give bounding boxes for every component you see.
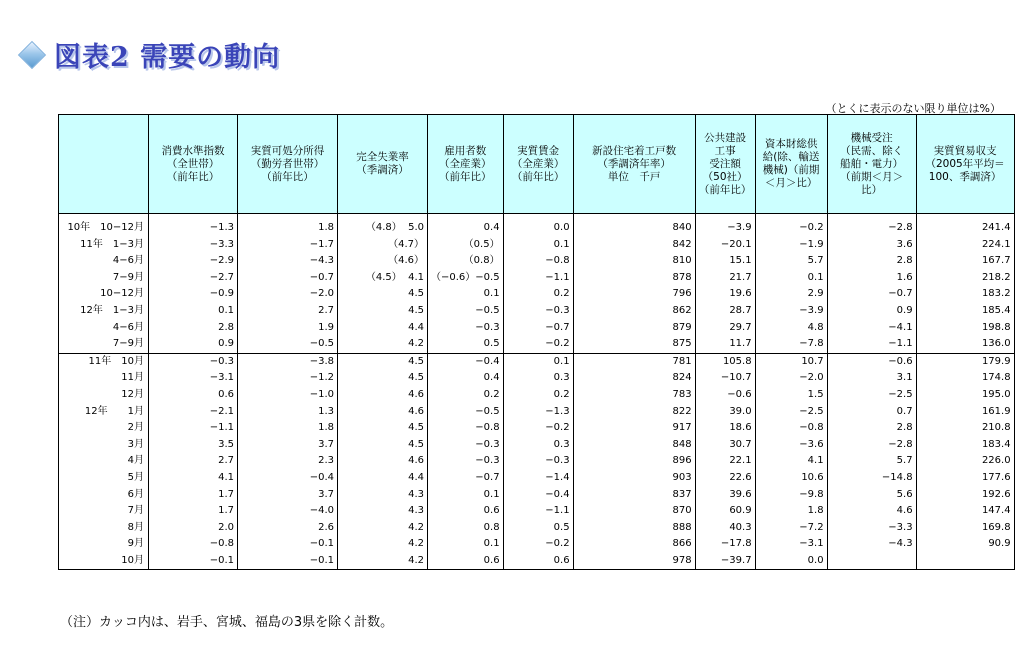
row-label: 5月 <box>59 470 149 487</box>
table-cell: 4.5 <box>338 420 428 437</box>
table-row <box>59 286 1015 303</box>
table-cell: 210.8 <box>916 420 1014 437</box>
table-row <box>59 270 1015 287</box>
table-cell: 903 <box>573 470 695 487</box>
table-cell: 22.1 <box>695 453 755 470</box>
column-header: 公共建設 工事 受注額 （50社） （前年比） <box>695 115 755 214</box>
table-cell: −0.9 <box>149 286 238 303</box>
table-cell: −0.8 <box>503 253 573 270</box>
table-cell: 29.7 <box>695 320 755 337</box>
table-cell: 1.8 <box>755 503 827 520</box>
table-cell: −39.7 <box>695 553 755 570</box>
row-label: 8月 <box>59 520 149 537</box>
table-cell: −0.8 <box>428 420 504 437</box>
table-cell: 19.6 <box>695 286 755 303</box>
table-cell: −0.5 <box>238 336 338 353</box>
table-cell: −14.8 <box>827 470 916 487</box>
table-cell: 4.4 <box>338 320 428 337</box>
table-cell: 0.1 <box>428 487 504 504</box>
row-label: 10年 10−12月 <box>59 220 149 237</box>
table-cell: 0.1 <box>503 353 573 370</box>
row-label: 4−6月 <box>59 253 149 270</box>
table-cell: 0.9 <box>827 303 916 320</box>
column-header: 新設住宅着工戸数 （季調済年率） 単位 千戸 <box>573 115 695 214</box>
table-cell: 4.2 <box>338 553 428 570</box>
table-cell: 796 <box>573 286 695 303</box>
table-cell <box>916 553 1014 570</box>
row-label: 10月 <box>59 553 149 570</box>
table-cell: 1.7 <box>149 503 238 520</box>
table-cell: 2.6 <box>238 520 338 537</box>
table-cell: 2.8 <box>827 253 916 270</box>
table-cell: −1.4 <box>503 470 573 487</box>
table-cell: −2.1 <box>149 404 238 421</box>
table-cell: 4.6 <box>338 387 428 404</box>
table-cell: 195.0 <box>916 387 1014 404</box>
table-cell: 896 <box>573 453 695 470</box>
table-cell: 161.9 <box>916 404 1014 421</box>
table-cell: 0.6 <box>149 387 238 404</box>
table-cell: 4.8 <box>755 320 827 337</box>
table-cell: 0.2 <box>428 387 504 404</box>
table-cell: −9.8 <box>755 487 827 504</box>
table-cell: −0.3 <box>428 320 504 337</box>
table-cell: −2.8 <box>827 220 916 237</box>
table-cell: −3.3 <box>149 237 238 254</box>
table-cell: 4.5 <box>338 370 428 387</box>
table-cell: 0.6 <box>428 553 504 570</box>
table-cell: 0.5 <box>503 520 573 537</box>
table-cell: −1.2 <box>238 370 338 387</box>
row-label: 10−12月 <box>59 286 149 303</box>
table-cell: 10.7 <box>755 353 827 370</box>
table-cell: （4.5） 4.1 <box>338 270 428 287</box>
table-cell: 4.5 <box>338 353 428 370</box>
table-cell: −1.1 <box>827 336 916 353</box>
table-row <box>59 370 1015 387</box>
table-cell: 0.5 <box>428 336 504 353</box>
table-cell: 888 <box>573 520 695 537</box>
table-cell: −0.2 <box>755 220 827 237</box>
table-cell: 3.5 <box>149 437 238 454</box>
table-cell: 11.7 <box>695 336 755 353</box>
table-cell: 4.2 <box>338 336 428 353</box>
table-row <box>59 220 1015 237</box>
table-cell: 848 <box>573 437 695 454</box>
table-cell: 4.5 <box>338 286 428 303</box>
table-cell: 2.7 <box>149 453 238 470</box>
table-cell: 0.4 <box>428 370 504 387</box>
table-cell: −0.7 <box>503 320 573 337</box>
row-label: 12月 <box>59 387 149 404</box>
table-row <box>59 553 1015 570</box>
table-cell: 0.1 <box>503 237 573 254</box>
column-header: 資本財総供 給(除、輸送 機械)（前期 ＜月＞比） <box>755 115 827 214</box>
table-cell: 5.6 <box>827 487 916 504</box>
table-cell: 878 <box>573 270 695 287</box>
row-label: 4−6月 <box>59 320 149 337</box>
table-cell: 4.6 <box>827 503 916 520</box>
table-cell: 147.4 <box>916 503 1014 520</box>
table-cell: 4.2 <box>338 520 428 537</box>
table-cell: 183.4 <box>916 437 1014 454</box>
row-label: 9月 <box>59 536 149 553</box>
table-cell: −2.9 <box>149 253 238 270</box>
table-cell: −1.1 <box>503 503 573 520</box>
table-cell: 0.1 <box>428 286 504 303</box>
row-label: 12年 1月 <box>59 404 149 421</box>
table-cell: −0.5 <box>428 303 504 320</box>
table-cell: −1.9 <box>755 237 827 254</box>
table-cell: 862 <box>573 303 695 320</box>
table-cell: 90.9 <box>916 536 1014 553</box>
table-cell: 810 <box>573 253 695 270</box>
table-row <box>59 387 1015 404</box>
table-cell: 1.8 <box>238 420 338 437</box>
table-cell: −0.3 <box>428 453 504 470</box>
table-cell: 2.3 <box>238 453 338 470</box>
table-cell: −0.8 <box>755 420 827 437</box>
table-cell: −0.7 <box>238 270 338 287</box>
table-cell: 1.8 <box>238 220 338 237</box>
table-cell: 4.6 <box>338 404 428 421</box>
table-cell: −4.3 <box>827 536 916 553</box>
table-cell: −1.3 <box>503 404 573 421</box>
table-cell: −0.2 <box>503 536 573 553</box>
row-label: 11年 10月 <box>59 353 149 370</box>
table-cell: −2.0 <box>238 286 338 303</box>
table-cell: 3.7 <box>238 437 338 454</box>
table-cell: 241.4 <box>916 220 1014 237</box>
table-cell: −0.5 <box>428 404 504 421</box>
table-cell: 5.7 <box>827 453 916 470</box>
table-cell: 875 <box>573 336 695 353</box>
unit-note: （とくに表示のない限り単位は%） <box>825 102 1001 115</box>
row-label: 7月 <box>59 503 149 520</box>
table-cell: −0.4 <box>428 353 504 370</box>
table-cell: −7.8 <box>755 336 827 353</box>
table-cell: 40.3 <box>695 520 755 537</box>
table-cell: −0.7 <box>827 286 916 303</box>
table-cell: 226.0 <box>916 453 1014 470</box>
table-cell: 4.5 <box>338 303 428 320</box>
table-row <box>59 437 1015 454</box>
table-cell: 0.3 <box>503 370 573 387</box>
table-cell: 192.6 <box>916 487 1014 504</box>
table-cell: （−0.6）−0.5 <box>428 270 504 287</box>
table-cell: （4.6） <box>338 253 428 270</box>
table-cell: 4.1 <box>149 470 238 487</box>
table-cell: 837 <box>573 487 695 504</box>
table-cell: 0.2 <box>503 286 573 303</box>
table-cell: −4.3 <box>238 253 338 270</box>
table-cell: 0.8 <box>428 520 504 537</box>
table-cell: 0.3 <box>503 437 573 454</box>
table-cell: 22.6 <box>695 470 755 487</box>
row-label: 2月 <box>59 420 149 437</box>
table-cell: −0.1 <box>238 536 338 553</box>
table-cell: 1.6 <box>827 270 916 287</box>
table-cell: 167.7 <box>916 253 1014 270</box>
table-cell: −0.1 <box>149 553 238 570</box>
table-cell: 1.5 <box>755 387 827 404</box>
table-cell: 0.6 <box>503 553 573 570</box>
table-row <box>59 470 1015 487</box>
table-cell: 870 <box>573 503 695 520</box>
table-cell: 0.1 <box>428 536 504 553</box>
table-row <box>59 520 1015 537</box>
column-header: 実質賃金 （全産業） （前年比） <box>503 115 573 214</box>
table-cell: 60.9 <box>695 503 755 520</box>
table-row <box>59 320 1015 337</box>
row-label: 11月 <box>59 370 149 387</box>
table-row <box>59 336 1015 353</box>
table-cell: 105.8 <box>695 353 755 370</box>
table-cell: 1.3 <box>238 404 338 421</box>
table-header-row <box>59 115 1015 214</box>
table-cell: −17.8 <box>695 536 755 553</box>
table-cell: 2.7 <box>238 303 338 320</box>
table-cell: 4.2 <box>338 536 428 553</box>
column-header: 完全失業率 （季調済） <box>338 115 428 214</box>
table-cell: −1.1 <box>503 270 573 287</box>
table-cell: −3.9 <box>755 303 827 320</box>
table-cell: 174.8 <box>916 370 1014 387</box>
table-cell: −1.1 <box>149 420 238 437</box>
table-cell: −7.2 <box>755 520 827 537</box>
table-row <box>59 487 1015 504</box>
table-cell: 978 <box>573 553 695 570</box>
column-header: 実質可処分所得 （勤労者世帯） （前年比） <box>238 115 338 214</box>
table-cell: （0.8） <box>428 253 504 270</box>
table-cell: −2.5 <box>755 404 827 421</box>
table-cell: −0.3 <box>149 353 238 370</box>
page-title: 図表2 需要の動向 <box>54 41 281 73</box>
table-cell: 224.1 <box>916 237 1014 254</box>
table-row <box>59 253 1015 270</box>
table-cell: 10.6 <box>755 470 827 487</box>
table-cell <box>827 553 916 570</box>
table-cell: 3.6 <box>827 237 916 254</box>
table-cell: 39.6 <box>695 487 755 504</box>
table-cell: −0.3 <box>503 303 573 320</box>
table-cell: 781 <box>573 353 695 370</box>
table-row <box>59 353 1015 370</box>
table-cell: 0.7 <box>827 404 916 421</box>
table-cell: 822 <box>573 404 695 421</box>
table-cell: 179.9 <box>916 353 1014 370</box>
table-cell: 4.6 <box>338 453 428 470</box>
table-cell: −0.8 <box>149 536 238 553</box>
table-cell: −0.4 <box>503 487 573 504</box>
demand-table <box>58 114 1015 570</box>
table-cell: 842 <box>573 237 695 254</box>
table-cell: 0.1 <box>755 270 827 287</box>
row-label: 7−9月 <box>59 336 149 353</box>
table-cell: 840 <box>573 220 695 237</box>
table-cell: −3.1 <box>755 536 827 553</box>
table-cell: −2.0 <box>755 370 827 387</box>
table-cell: 866 <box>573 536 695 553</box>
row-label: 7−9月 <box>59 270 149 287</box>
table-cell: 0.0 <box>503 220 573 237</box>
table-cell: −0.3 <box>428 437 504 454</box>
table-row <box>59 303 1015 320</box>
table-cell: −0.6 <box>695 387 755 404</box>
table-row <box>59 420 1015 437</box>
table-cell: 4.4 <box>338 470 428 487</box>
footnote: （注）カッコ内は、岩手、宮城、福島の3県を除く計数。 <box>60 615 394 630</box>
table-cell: 2.8 <box>149 320 238 337</box>
table-cell: 177.6 <box>916 470 1014 487</box>
diamond-icon <box>18 41 44 67</box>
table-cell: −1.3 <box>149 220 238 237</box>
table-cell: 783 <box>573 387 695 404</box>
title-area <box>18 36 280 72</box>
table-cell: 15.1 <box>695 253 755 270</box>
table-cell: 185.4 <box>916 303 1014 320</box>
table-cell: 2.8 <box>827 420 916 437</box>
row-label: 6月 <box>59 487 149 504</box>
table-cell: 824 <box>573 370 695 387</box>
column-header: 機械受注 （民需、除く 船舶・電力） （前期＜月＞ 比） <box>827 115 916 214</box>
table-cell: 0.6 <box>428 503 504 520</box>
table-cell: 879 <box>573 320 695 337</box>
table-cell: −3.3 <box>827 520 916 537</box>
table-cell: −4.1 <box>827 320 916 337</box>
table-cell: 183.2 <box>916 286 1014 303</box>
row-label: 3月 <box>59 437 149 454</box>
table-cell: 3.7 <box>238 487 338 504</box>
table-cell: 4.1 <box>755 453 827 470</box>
table-cell: 18.6 <box>695 420 755 437</box>
table-cell: 917 <box>573 420 695 437</box>
table-cell: −0.4 <box>238 470 338 487</box>
table-cell: 0.2 <box>503 387 573 404</box>
column-header: 実質貿易収支 （2005年平均＝ 100、季調済） <box>916 115 1014 214</box>
table-cell: −1.0 <box>238 387 338 404</box>
table-row <box>59 536 1015 553</box>
table-cell: −3.8 <box>238 353 338 370</box>
table-cell: 0.0 <box>755 553 827 570</box>
table-cell: 218.2 <box>916 270 1014 287</box>
table-cell: −3.1 <box>149 370 238 387</box>
row-label: 11年 1−3月 <box>59 237 149 254</box>
table-row <box>59 503 1015 520</box>
table-cell: −0.2 <box>503 420 573 437</box>
table-cell: 28.7 <box>695 303 755 320</box>
table-cell: 198.8 <box>916 320 1014 337</box>
table-cell: 0.1 <box>149 303 238 320</box>
table-cell: 2.9 <box>755 286 827 303</box>
table-cell: −1.7 <box>238 237 338 254</box>
table-cell: −4.0 <box>238 503 338 520</box>
table-cell: −0.7 <box>428 470 504 487</box>
table-cell: 5.7 <box>755 253 827 270</box>
table-cell: 0.4 <box>428 220 504 237</box>
table-cell: 21.7 <box>695 270 755 287</box>
table-cell: −3.6 <box>755 437 827 454</box>
table-cell: 3.1 <box>827 370 916 387</box>
table-row <box>59 404 1015 421</box>
table-cell: 30.7 <box>695 437 755 454</box>
table-cell: （0.5） <box>428 237 504 254</box>
table-cell: 39.0 <box>695 404 755 421</box>
table-cell: −2.8 <box>827 437 916 454</box>
table-cell: −0.3 <box>503 453 573 470</box>
column-header <box>59 115 149 214</box>
column-header: 雇用者数 （全産業） （前年比） <box>428 115 504 214</box>
table-cell: −10.7 <box>695 370 755 387</box>
table-cell: 169.8 <box>916 520 1014 537</box>
table-cell: −20.1 <box>695 237 755 254</box>
table-cell: 1.7 <box>149 487 238 504</box>
table-cell: 136.0 <box>916 336 1014 353</box>
table-cell: 4.5 <box>338 437 428 454</box>
table-cell: −2.5 <box>827 387 916 404</box>
table-row <box>59 453 1015 470</box>
table-cell: −3.9 <box>695 220 755 237</box>
table-cell: −2.7 <box>149 270 238 287</box>
row-label: 4月 <box>59 453 149 470</box>
row-label: 12年 1−3月 <box>59 303 149 320</box>
table-cell: 4.3 <box>338 503 428 520</box>
table-cell: 4.3 <box>338 487 428 504</box>
table-cell: −0.2 <box>503 336 573 353</box>
table-cell: （4.7） <box>338 237 428 254</box>
table-cell: （4.8） 5.0 <box>338 220 428 237</box>
table-row <box>59 237 1015 254</box>
table-cell: −0.6 <box>827 353 916 370</box>
table-cell: −0.1 <box>238 553 338 570</box>
table-cell: 0.9 <box>149 336 238 353</box>
table-cell: 2.0 <box>149 520 238 537</box>
column-header: 消費水準指数 （全世帯） （前年比） <box>149 115 238 214</box>
table-cell: 1.9 <box>238 320 338 337</box>
